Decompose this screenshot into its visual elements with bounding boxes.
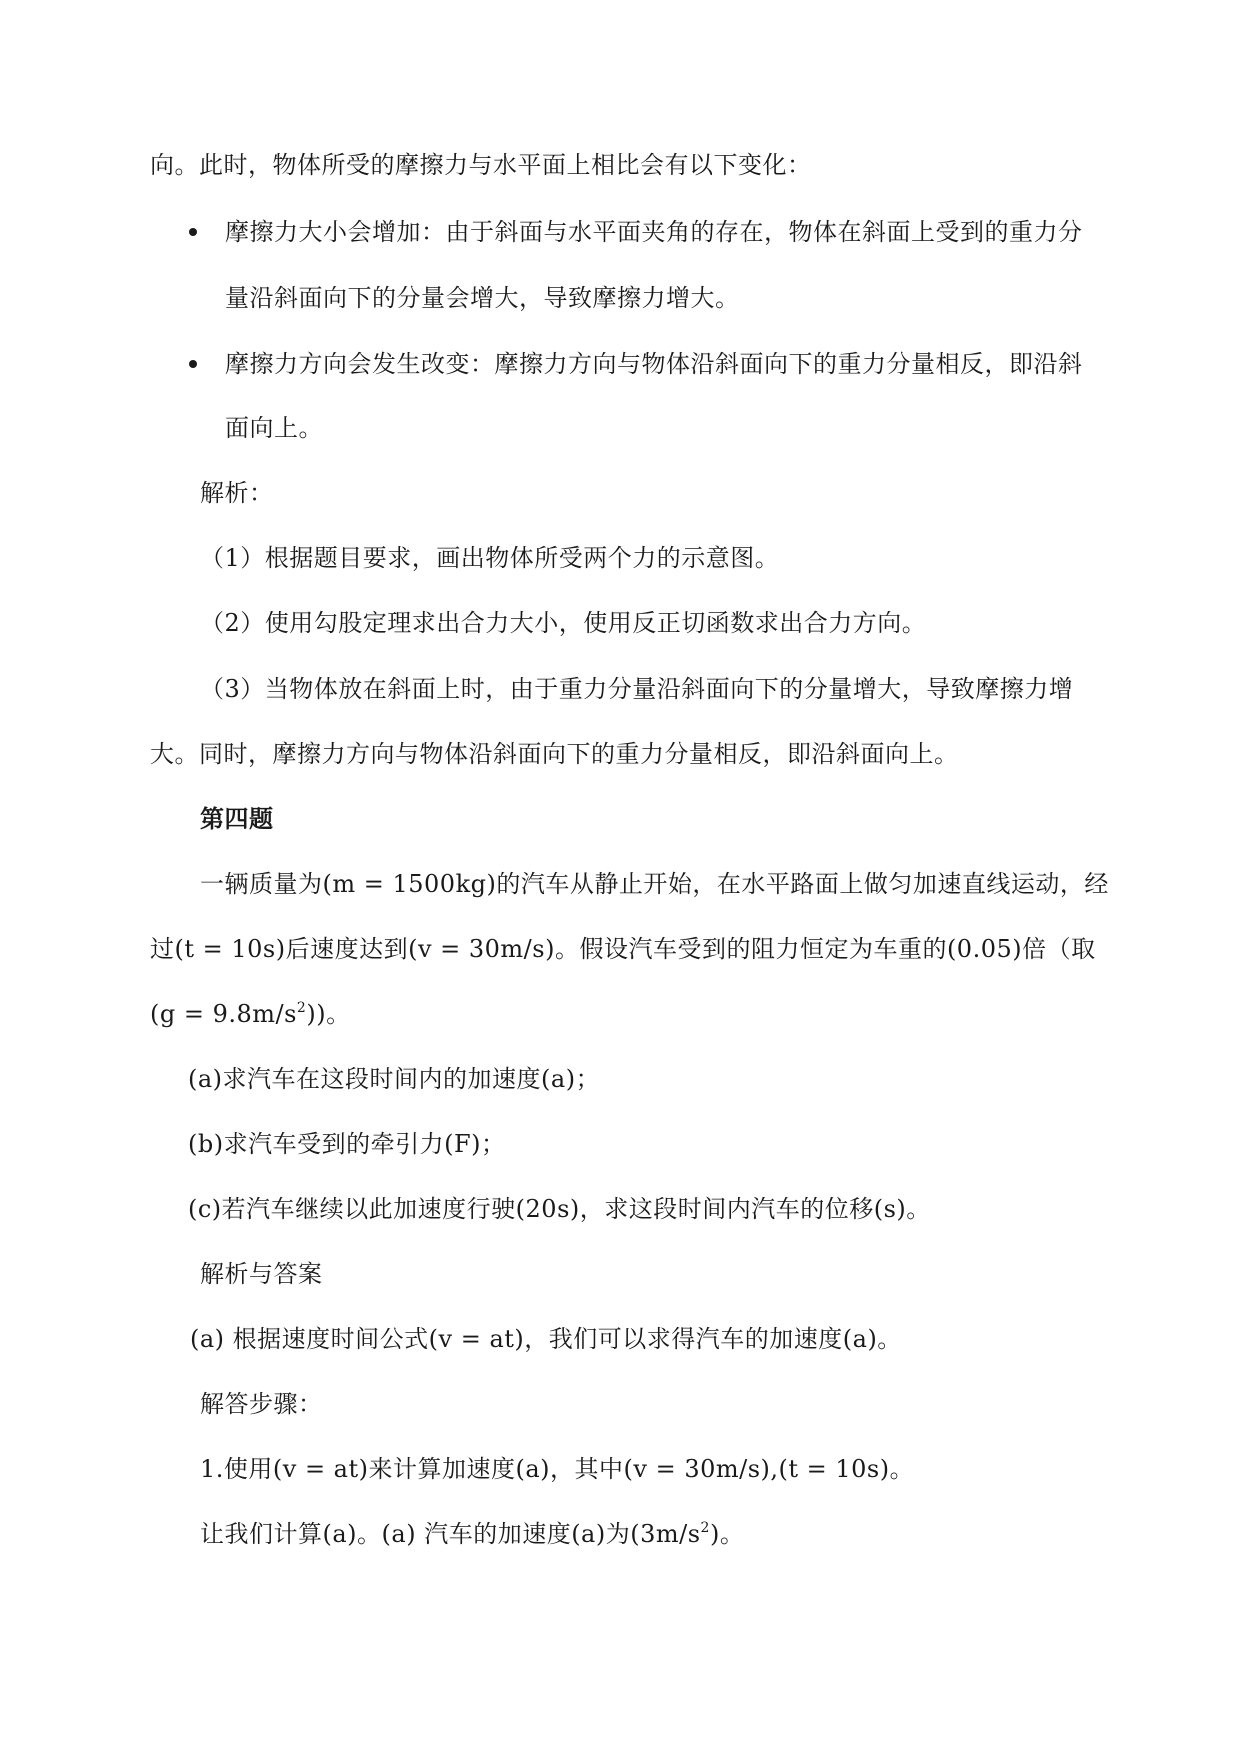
- bullet-icon: [189, 228, 197, 236]
- paragraph-line: 一辆质量为(m = 1500kg)的汽车从静止开始，在水平路面上做匀加速直线运动，经: [200, 870, 1109, 898]
- superscript: 2: [296, 1000, 307, 1016]
- paragraph-line: 过(t = 10s)后速度达到(v = 30m/s)。假设汽车受到的阻力恒定为车重的(0.05)倍（取: [150, 935, 1096, 963]
- paragraph-line: 向。此时，物体所受的摩擦力与水平面上相比会有以下变化：: [150, 151, 812, 179]
- formula-text: ))。: [306, 1000, 351, 1028]
- bullet-item-line: 摩擦力方向会发生改变：摩擦力方向与物体沿斜面向下的重力分量相反，即沿斜: [225, 350, 1083, 378]
- formula-text: )。: [709, 1520, 745, 1548]
- bullet-item-line: 量沿斜面向下的分量会增大，导致摩擦力增大。: [225, 284, 740, 312]
- paragraph-line: （1）根据题目要求，画出物体所受两个力的示意图。: [200, 544, 780, 572]
- bullet-item-line: 面向上。: [225, 414, 323, 442]
- paragraph-line: （2）使用勾股定理求出合力大小，使用反正切函数求出合力方向。: [200, 609, 927, 637]
- bullet-item-line: 摩擦力大小会增加：由于斜面与水平面夹角的存在，物体在斜面上受到的重力分: [225, 218, 1083, 246]
- paragraph-line: [200, 1519, 744, 1549]
- question-line: (a)求汽车在这段时间内的加速度(a)；: [188, 1065, 601, 1093]
- answer-heading: 解析与答案: [200, 1260, 323, 1288]
- section-heading: 第四题: [200, 804, 274, 833]
- formula-text: (g = 9.8m/s: [150, 1000, 297, 1028]
- paragraph-line: 1.使用(v = at)来计算加速度(a)，其中(v = 30m/s),(t = 10s)。: [200, 1455, 915, 1483]
- bullet-icon: [189, 360, 197, 368]
- steps-heading: 解答步骤：: [200, 1390, 323, 1418]
- analysis-heading: 解析：: [200, 479, 274, 507]
- question-line: (b)求汽车受到的牵引力(F)；: [188, 1130, 506, 1158]
- paragraph-line: [150, 999, 351, 1029]
- question-line: (c)若汽车继续以此加速度行驶(20s)，求这段时间内汽车的位移(s)。: [188, 1195, 931, 1223]
- paragraph-line: （3）当物体放在斜面上时，由于重力分量沿斜面向下的分量增大，导致摩擦力增: [200, 675, 1074, 703]
- formula-text: 让我们计算(a)。(a) 汽车的加速度(a)为(3m/s: [200, 1520, 701, 1548]
- superscript: 2: [700, 1520, 710, 1536]
- paragraph-line: (a) 根据速度时间公式(v = at)，我们可以求得汽车的加速度(a)。: [190, 1325, 902, 1353]
- paragraph-line: 大。同时，摩擦力方向与物体沿斜面向下的重力分量相反，即沿斜面向上。: [150, 740, 959, 768]
